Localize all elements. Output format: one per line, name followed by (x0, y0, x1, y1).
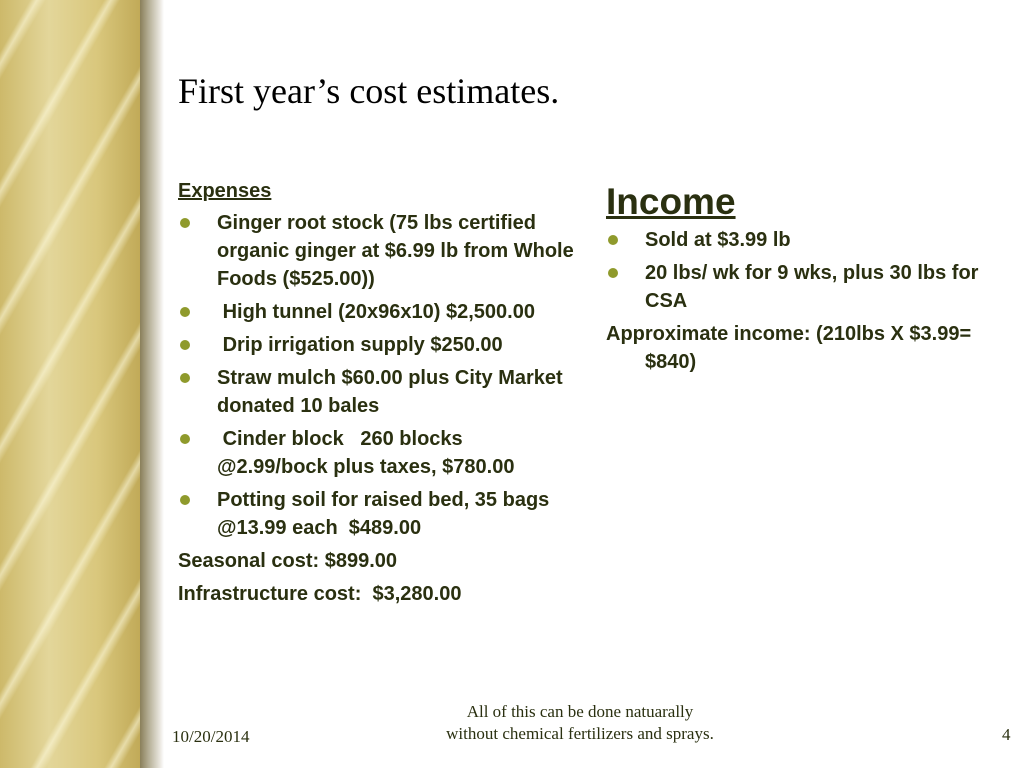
income-list (606, 226, 1006, 315)
page-number: 4 (1002, 725, 1011, 744)
expense-item (178, 331, 578, 359)
decorative-gold-column (0, 0, 140, 768)
slide-title: First year’s cost estimates. (178, 71, 560, 111)
bullet-dot-icon (608, 268, 618, 278)
bullet-dot-icon (608, 235, 618, 245)
expense-item-text: Potting soil for raised bed, 35 bags @13.99 each $489.00 (217, 489, 555, 539)
expense-item-text: Ginger root stock (75 lbs certified organic ginger at $6.99 lb from Whole Foods ($525.00)) (217, 212, 580, 290)
income-item-text: 20 lbs/ wk for 9 wks, plus 30 lbs for CSA (645, 262, 985, 312)
approximate-income: Approximate income: (210lbs X $3.99= $840) (606, 323, 977, 373)
income-heading: Income (606, 181, 736, 222)
expense-item (178, 486, 578, 542)
footer-note: All of this can be done natuarally without chemical fertilizers and sprays. (446, 702, 714, 743)
footer-date: 10/20/2014 (172, 727, 250, 746)
seasonal-cost: Seasonal cost: $899.00 (178, 550, 398, 572)
income-column (606, 180, 1006, 381)
decorative-shadow (140, 0, 164, 768)
bullet-dot-icon (180, 373, 190, 383)
expenses-heading: Expenses (178, 180, 272, 202)
expenses-column (178, 177, 578, 613)
expense-item-text: High tunnel (20x96x10) $2,500.00 (217, 301, 535, 323)
expense-item (178, 209, 578, 293)
bullet-dot-icon (180, 307, 190, 317)
infrastructure-cost: Infrastructure cost: $3,280.00 (178, 583, 462, 605)
bullet-dot-icon (180, 340, 190, 350)
bullet-dot-icon (180, 218, 190, 228)
bullet-dot-icon (180, 495, 190, 505)
expense-item-text: Drip irrigation supply $250.00 (217, 334, 503, 356)
expense-item-text: Cinder block 260 blocks @2.99/bock plus taxes, $780.00 (217, 428, 515, 478)
expense-item-text: Straw mulch $60.00 plus City Market donated 10 bales (217, 367, 569, 417)
bullet-dot-icon (180, 434, 190, 444)
expense-item (178, 425, 578, 481)
expense-item (178, 364, 578, 420)
income-item-text: Sold at $3.99 lb (645, 229, 791, 251)
income-item (606, 226, 1006, 254)
income-item (606, 259, 1006, 315)
expense-item (178, 298, 578, 326)
expenses-list (178, 209, 578, 542)
